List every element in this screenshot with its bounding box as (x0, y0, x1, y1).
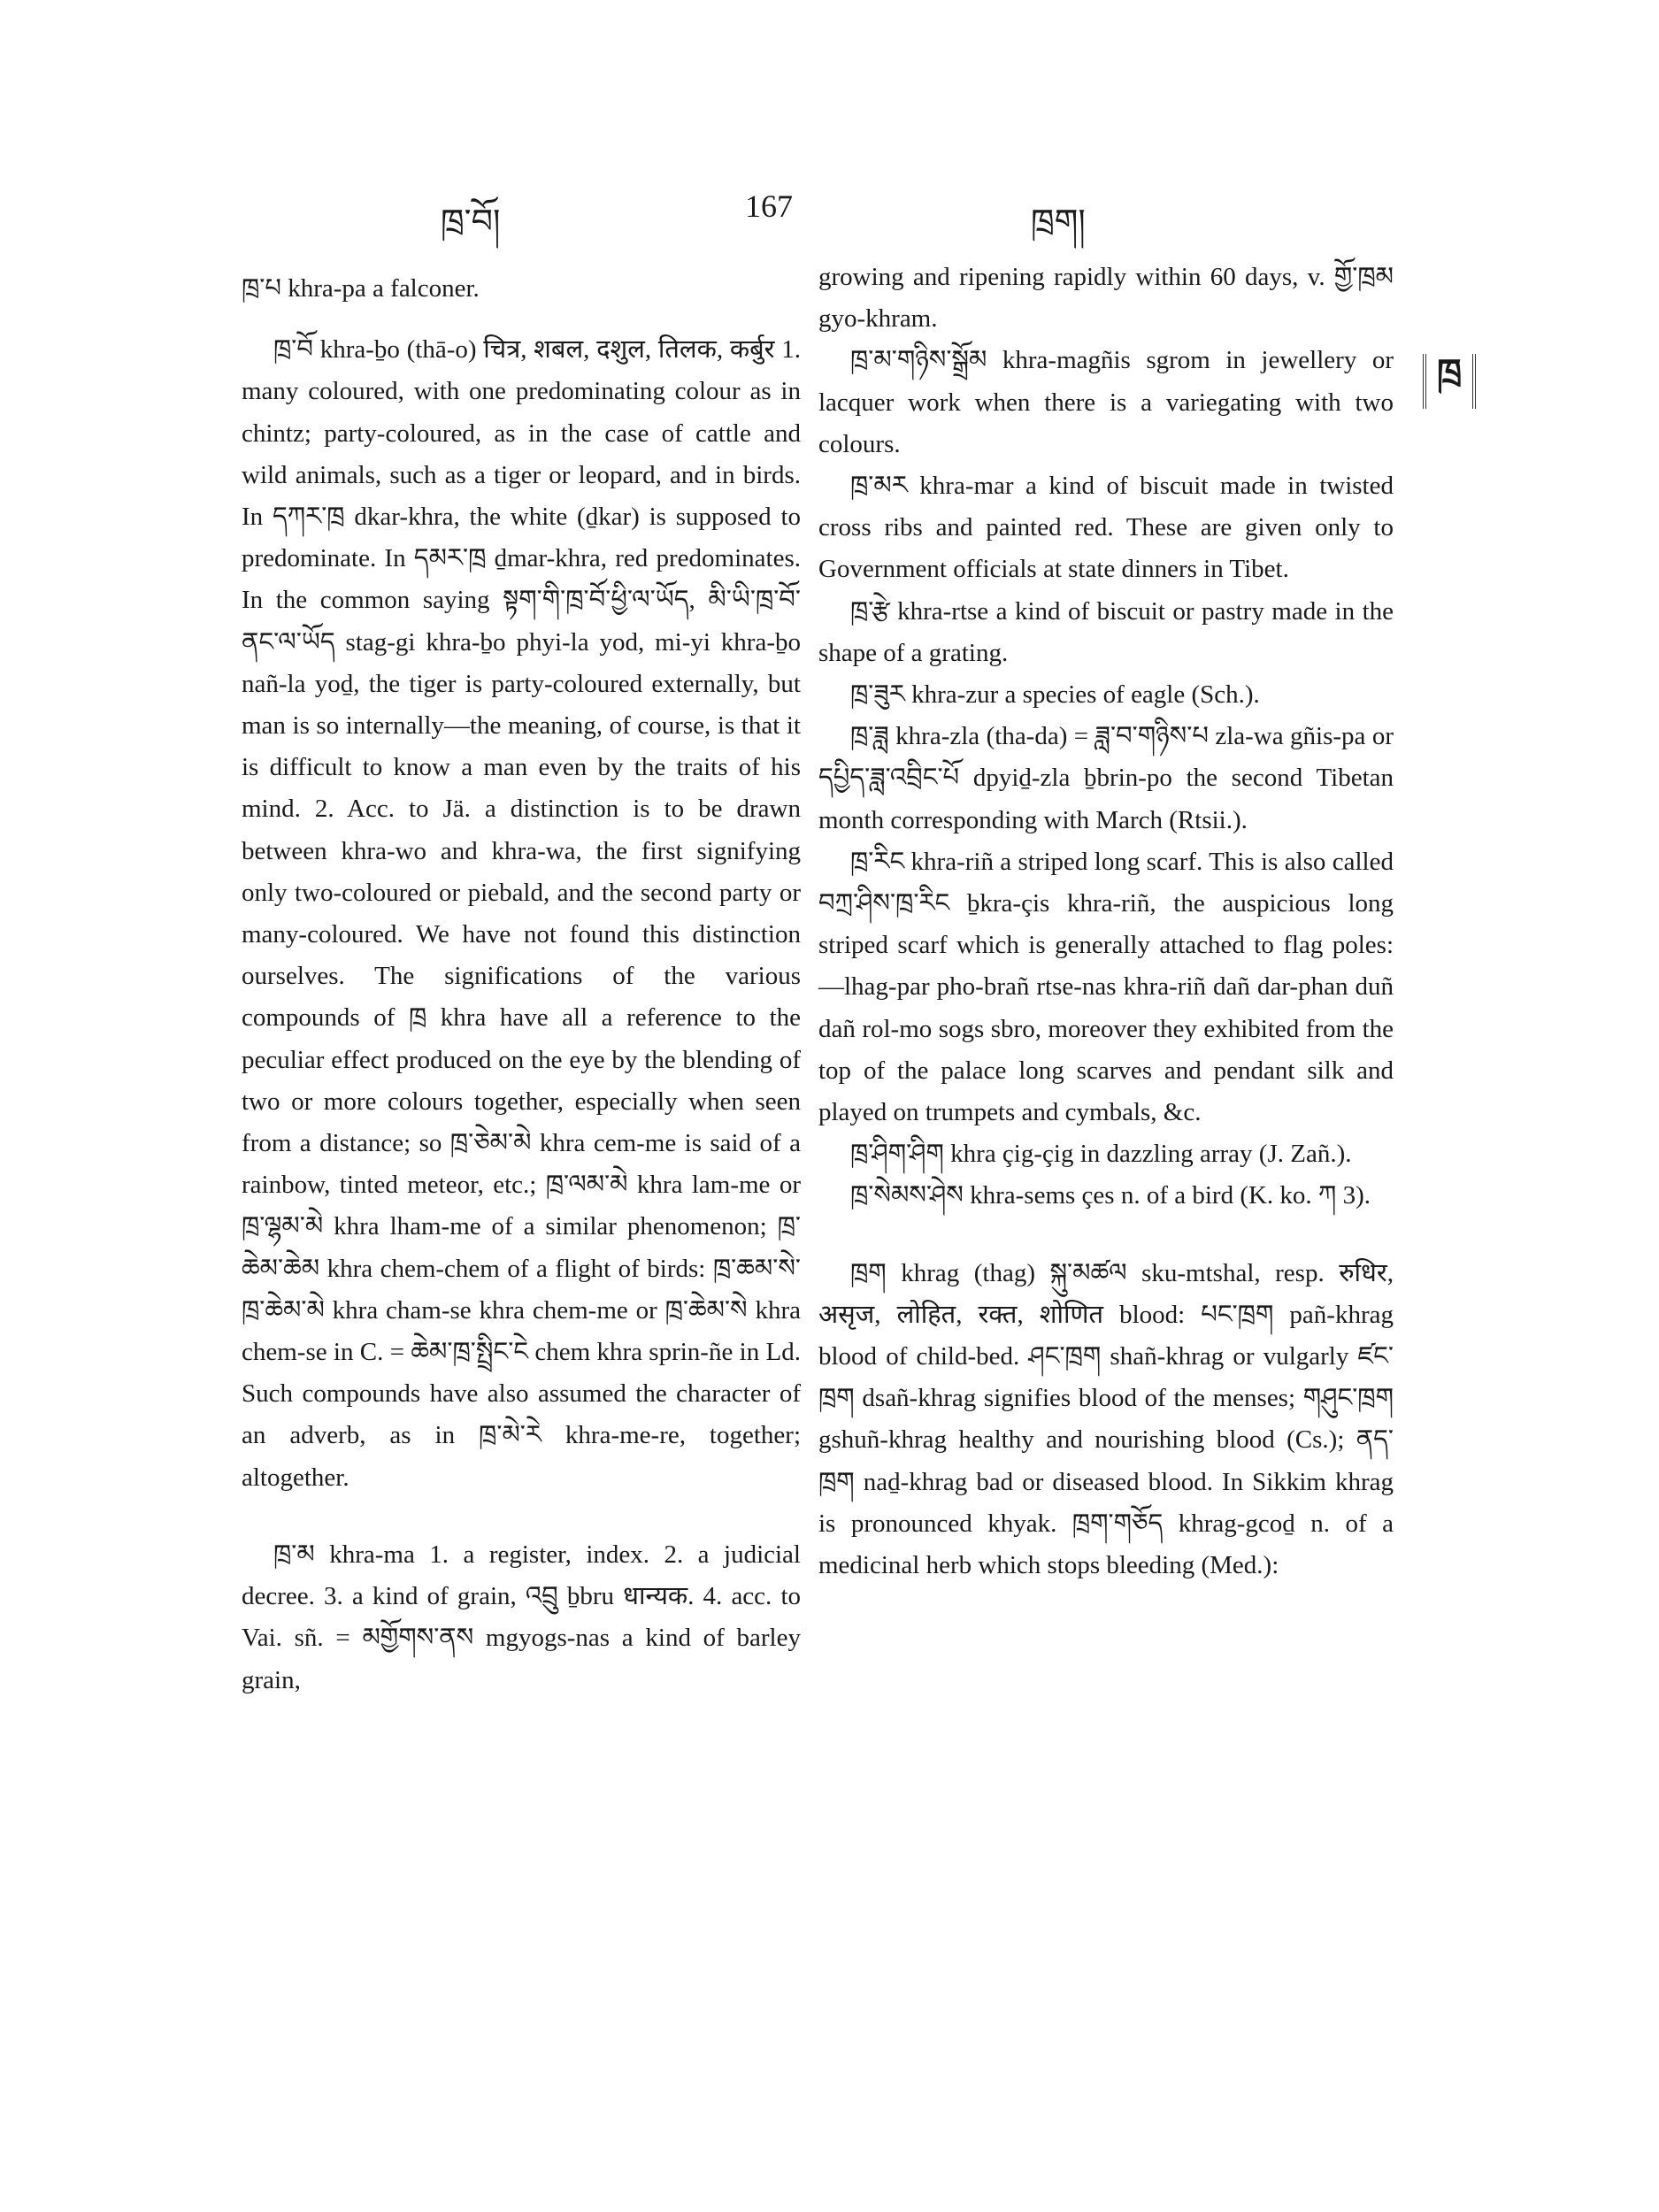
entry-khra-sems-ces: ཁྲ་སེམས་ཤེས khra-sems çes n. of a bird (K. ko. ཀ 3). (850, 1181, 1371, 1210)
thumb-index-tab: ཁྲ (1423, 354, 1476, 409)
running-head-left: ཁྲ་བོ། (441, 204, 501, 241)
entry-khrag: ཁྲག khrag (thag) སྐུ་མཚལ sku-mtshal, resp. रुधिर, असृज, लोहित, रक्त, शोणित blood: པང་ཁྲག pañ-khrag blood of child-bed. ཤང་ཁྲག shañ-khrag or vulgarly ཛང་ཁྲག dsañ-khrag signifies blood of the menses; གཤུང་ཁྲག gshuñ-khrag healthy and nourishing blood (Cs.); ནད་ཁྲག naḏ-khrag bad or diseased blood. In Sikkim khrag is pronounced khyak. ཁྲག་གཅོད khrag-gcoḏ n. of a medicinal herb which stops bleeding (Med.): (818, 1258, 1394, 1580)
right-column (818, 257, 1394, 1586)
entry-khra-mar: ཁྲ་མར khra-mar a kind of biscuit made in twisted cross ribs and painted red. These are given only to Government officials at state dinners in Tibet. (818, 472, 1394, 584)
entry-khra-pa: ཁྲ་པ khra-pa a falconer. (242, 274, 480, 303)
entry-khra-rin: ཁྲ་རིང khra-riñ a striped long scarf. This is also called བཀྲ་ཤིས་ཁྲ་རིང ḇkra-çis khra-riñ, the auspicious long striped scarf which is generally attached to flag poles:—lhag-par pho-brañ rtse-nas khra-riñ dañ dar-phan duñ dañ rol-mo sogs sbro, moreover they exhibited from the top of the palace long scarves and pendant silk and played on trumpets and cymbals, &c. (818, 847, 1394, 1127)
entry-khra-rtse: ཁྲ་རྩེ khra-rtse a kind of biscuit or pastry made in the shape of a grating. (818, 596, 1394, 667)
entry-khra-bo: ཁྲ་བོ khra-ḇo (thā-o) चित्र, शबल, दशुल, तिलक, कर्बुर 1. many coloured, with one predominating colour as in chintz; party-coloured, as in the case of cattle and wild animals, such as a tiger or leopard, and in birds. In དཀར་ཁྲ dkar-khra, the white (ḏkar) is supposed to predominate. In དམར་ཁྲ ḏmar-khra, red predominates. In the common saying སྟག་གི་ཁྲ་བོ་ཕྱི་ལ་ཡོད, མི་ཡི་ཁྲ་བོ་ནང་ལ་ཡོད stag-gi khra-ḇo phyi-la yod, mi-yi khra-ḇo nañ-la yoḏ, the tiger is party-coloured externally, but man is so internally—the meaning, of course, is that it is difficult to know a man even by the traits of his mind. 2. Acc. to Jä. a distinction is to be drawn between khra-wo and khra-wa, the first signifying only two-coloured or piebald, and the second party or many-coloured. We have not found this distinction ourselves. The significations of the various compounds of ཁྲ khra have all a reference to the peculiar effect produced on the eye by the blending of two or more colours together, especially when seen from a distance; so ཁྲ་ཅེམ་མེ khra cem-me is said of a rainbow, tinted meteor, etc.; ཁྲ་ལམ་མེ khra lam-me or ཁྲ་ལྷམ་མེ khra lham-me of a similar phenomenon; ཁྲ་ཆེམ་ཆེམ khra chem-chem of a flight of birds: ཁྲ་ཆམ་སེ་ཁྲ་ཆེམ་མེ khra cham-se khra chem-me or ཁྲ་ཆེམ་སེ khra chem-se in C. = ཆེམ་ཁྲ་སྤྲིང་ངེ chem khra sprin-ñe in Ld. Such compounds have also assumed the character of an adverb, as in ཁྲ་མེ་རེ khra-me-re, together; altogether. (242, 335, 801, 1492)
page-number: 167 (745, 188, 793, 224)
left-column (242, 268, 801, 1701)
entry-khra-zur: ཁྲ་ཟུར khra-zur a species of eagle (Sch.). (850, 680, 1260, 710)
entry-khra-zla: ཁྲ་ཟླ khra-zla (tha-da) = ཟླ་བ་གཉིས་པ zla-wa gñis-pa or དཔྱིད་ཟླ་འབྲིང་པོ dpyiḏ-zla ḇbrin-po the second Tibetan month corresponding with March (Rtsii.). (818, 722, 1394, 834)
running-head-right: ཁྲག། (1031, 204, 1086, 241)
entry-continuation: growing and ripening rapidly within 60 days, v. གྱོ་ཁྲམ gyo-khram. (818, 263, 1394, 334)
entry-khra-cig-cig: ཁྲ་ཤིག་ཤིག khra çig-çig in dazzling array (J. Zañ.). (850, 1140, 1352, 1169)
entry-khra-ma: ཁྲ་མ khra-ma 1. a register, index. 2. a judicial decree. 3. a kind of grain, འབྲུ ḇbru धान्यक. 4. acc. to Vai. sñ. = མགྱོགས་ནས mgyogs-nas a kind of barley grain, (242, 1540, 801, 1694)
entry-khra-magnis-sgrom: ཁྲ་མ་གཉིས་སྒྲོམ khra-magñis sgrom in jewellery or lacquer work when there is a variegating with two colours. (818, 346, 1394, 458)
